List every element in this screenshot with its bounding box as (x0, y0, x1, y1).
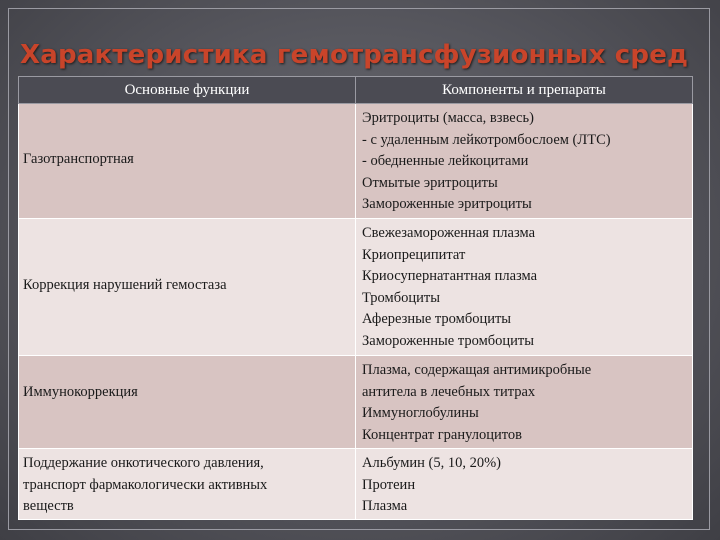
function-cell (19, 449, 356, 520)
component-line: Свежезамороженная плазма (362, 225, 536, 241)
table-row (19, 449, 693, 520)
component-line: Криопреципитат (362, 246, 466, 263)
function-line: Поддержание онкотического давления, (23, 455, 264, 471)
components-cell (356, 104, 693, 219)
table-row (19, 219, 693, 356)
component-line: Концентрат гранулоцитов (362, 426, 522, 443)
function-cell (19, 356, 356, 449)
function-cell (19, 104, 356, 219)
function-cell (19, 219, 356, 356)
component-line: Протеин (362, 476, 416, 493)
component-line: Плазма (362, 498, 408, 514)
function-line: транспорт фармакологически активных (23, 476, 268, 493)
component-line: Замороженные эритроциты (362, 196, 532, 212)
component-line: Аферезные тромбоциты (362, 311, 512, 327)
component-line: Иммуноглобулины (362, 405, 479, 421)
slide-title: Характеристика гемотрансфузионных сред (20, 40, 689, 70)
column-header-functions: Основные функции (19, 77, 356, 104)
component-line: Эритроциты (масса, взвесь) (362, 110, 534, 126)
function-line: Иммунокоррекция (23, 384, 138, 400)
table-row (19, 104, 693, 219)
function-line: Коррекция нарушений гемостаза (23, 277, 227, 293)
component-line: Замороженные тромбоциты (362, 332, 534, 349)
component-line: Тромбоциты (362, 289, 440, 306)
function-line: веществ (23, 498, 74, 514)
column-header-components: Компоненты и препараты (356, 77, 693, 104)
table-header-row (19, 77, 693, 104)
characteristics-table (18, 76, 693, 520)
component-line: Альбумин (5, 10, 20%) (362, 455, 502, 471)
component-line: антитела в лечебных титрах (362, 383, 536, 400)
component-line: - с удаленным лейкотромбослоем (ЛТС) (362, 131, 611, 148)
components-cell (356, 356, 693, 449)
component-line: Плазма, содержащая антимикробные (362, 362, 592, 378)
component-line: Криосупернатантная плазма (362, 268, 538, 284)
component-line: - обедненные лейкоцитами (362, 153, 529, 169)
components-cell (356, 219, 693, 356)
function-line: Газотранспортная (23, 151, 134, 167)
component-line: Отмытые эритроциты (362, 174, 498, 191)
components-cell (356, 449, 693, 520)
table-row (19, 356, 693, 449)
